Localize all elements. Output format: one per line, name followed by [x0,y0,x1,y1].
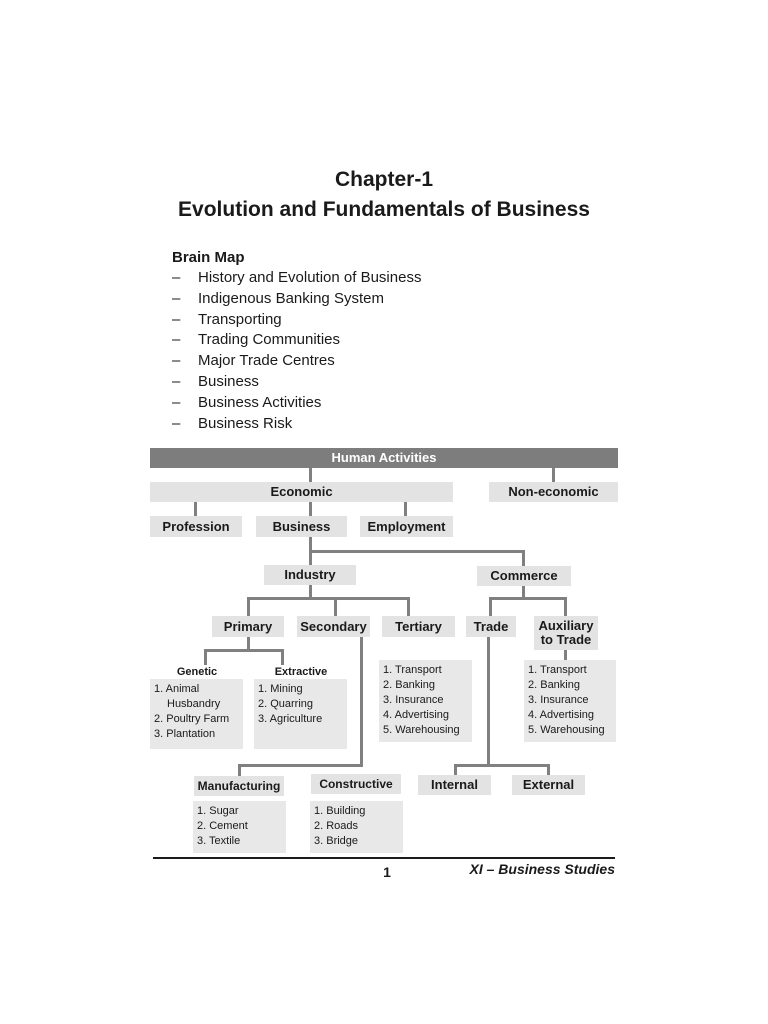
list-item-text: Business [198,372,259,390]
connector-line [309,468,312,482]
list-item: 2. Poultry Farm [154,713,230,725]
list-item-text: Major Trade Centres [198,352,335,370]
constructive-list [310,801,403,853]
page-number: 1 [383,864,391,880]
constructive-box: Constructive [311,774,401,794]
connector-line [204,649,207,665]
extractive-label: Extractive [274,666,328,678]
secondary-box: Secondary [297,616,370,637]
list-item: 3. Plantation [154,728,216,740]
external-box: External [512,775,585,795]
list-item [172,351,421,372]
list-item: 4. Advertising [528,709,595,721]
employment-box: Employment [360,516,453,537]
list-item [172,310,421,331]
connector-line [564,650,567,660]
list-item: Husbandry [167,698,221,710]
connector-line [489,597,567,600]
connector-line [487,637,490,767]
connector-line [404,502,407,516]
tertiary-box: Tertiary [382,616,455,637]
list-item: 1. Transport [383,664,442,676]
list-item: 1. Mining [258,683,303,695]
connector-line [489,597,492,616]
list-item: 4. Advertising [383,709,450,721]
list-item-text: History and Evolution of Business [198,269,422,286]
manufacturing-box: Manufacturing [194,776,284,796]
connector-line [334,597,337,616]
connector-line [238,764,241,776]
list-item: 3. Insurance [383,694,444,706]
footer-rule [153,857,615,859]
manufacturing-list [193,801,286,853]
list-item: 1. Transport [528,664,587,676]
connector-line [309,550,525,553]
dash-bullet: – [172,352,181,370]
dash-bullet: – [172,414,181,432]
list-item: 3. Textile [197,835,241,847]
connector-line [204,649,284,652]
list-item: 2. Banking [383,679,435,691]
list-item-text: Business Activities [198,393,322,411]
list-item-text: Trading Communities [198,331,340,349]
list-item: 1. Animal [154,683,200,695]
dash-bullet: – [172,289,181,307]
human-activities-box: Human Activities [150,448,618,468]
genetic-label: Genetic [176,666,218,678]
connector-line [552,468,555,482]
industry-box: Industry [264,565,356,585]
profession-box: Profession [150,516,242,537]
economic-box: Economic [150,482,453,502]
list-item-text: Business Risk [198,414,293,432]
internal-box: Internal [418,775,491,795]
list-item [172,330,421,351]
dash-bullet: – [172,331,181,349]
auxiliary-to-trade-box: Auxiliary to Trade [534,616,598,650]
list-item: 2. Banking [528,679,580,691]
list-item: 2. Roads [314,820,359,832]
list-item [172,414,421,435]
list-item: 3. Bridge [314,835,359,847]
list-item: 5. Warehousing [528,724,605,736]
non-economic-box: Non-economic [489,482,618,502]
primary-box: Primary [212,616,284,637]
auxiliary-list [524,660,616,742]
chapter-title: Evolution and Fundamentals of Business [178,198,590,221]
book-title: XI – Business Studies [469,861,615,877]
connector-line [309,502,312,516]
tertiary-list [379,660,472,742]
list-item-text: Transporting [198,310,282,328]
connector-line [522,550,525,566]
extractive-list [254,679,347,749]
connector-line [281,649,284,665]
list-item: 1. Sugar [197,805,239,817]
dash-bullet: – [172,310,181,328]
chapter-number: Chapter-1 [334,168,434,191]
list-item: 3. Insurance [528,694,589,706]
list-item: 2. Cement [197,820,248,832]
connector-line [454,764,550,767]
commerce-box: Commerce [477,566,571,586]
list-item [172,393,421,414]
list-item: 3. Agriculture [258,713,323,725]
list-item [172,289,421,310]
trade-box: Trade [466,616,516,637]
dash-bullet: – [172,372,181,390]
connector-line [247,597,410,600]
connector-line [238,764,363,767]
list-item-text: Indigenous Banking System [198,289,384,307]
connector-line [360,637,363,767]
connector-line [564,597,567,616]
list-item: 2. Quarring [258,698,314,710]
business-box: Business [256,516,347,537]
list-item [172,372,421,393]
dash-bullet: – [172,269,181,286]
connector-line [407,597,410,616]
brain-map-list [172,268,421,434]
dash-bullet: – [172,393,181,411]
connector-line [194,502,197,516]
list-item [172,268,421,289]
connector-line [247,597,250,616]
brain-map-heading: Brain Map [172,249,245,266]
genetic-list [150,679,243,749]
list-item: 5. Warehousing [383,724,460,736]
list-item: 1. Building [314,805,366,817]
